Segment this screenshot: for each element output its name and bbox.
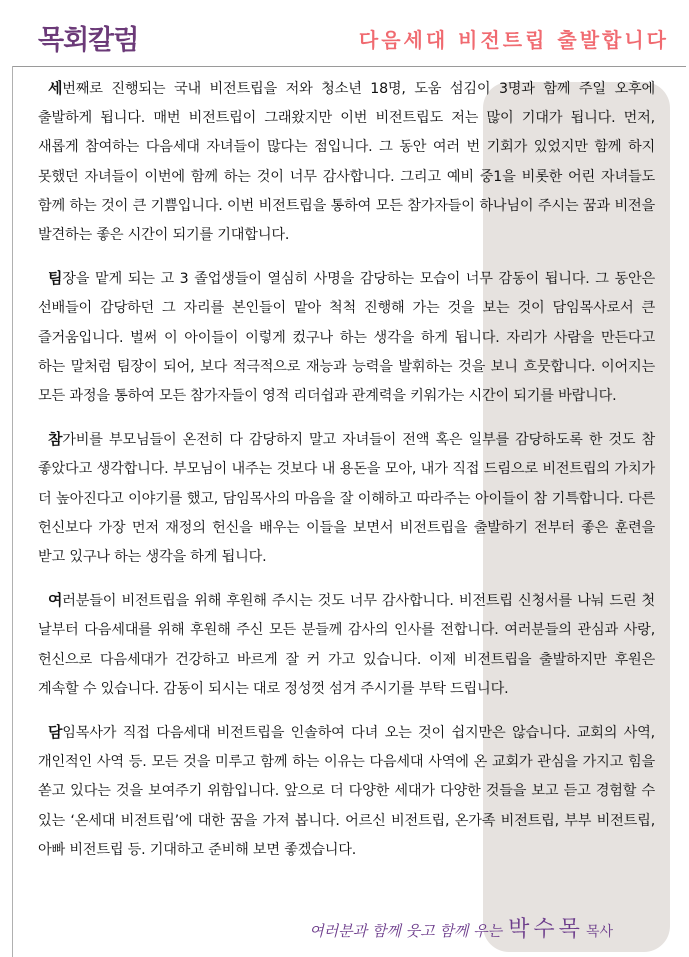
author-signature [309,912,613,943]
left-border-line [12,66,13,957]
paragraph-initial: 팀 [48,269,63,288]
paragraph-initial: 참 [48,430,63,449]
paragraph-initial: 세 [48,79,63,97]
paragraph-initial: 여 [48,591,63,610]
signature-motto: 여러분과 함께 웃고 함께 우는 [309,922,503,940]
column-header [0,0,689,68]
paragraph-initial: 담 [48,723,63,742]
author-title: 목사 [585,924,613,940]
paragraph-text: 가비를 부모님들이 온전히 다 감당하지 말고 자녀들이 전액 혹은 일부를 감당하도록 한 것도 참 좋았다고 생각합니다. 부모님이 내주는 것보다 내 용돈을 모아, 내가 직접 드림으로 비전트립의 가치가 더 높아진다고 이야기를 했고, 담임목사의 마음을 잘 이해하고 따라주는 아이들이 참 기특합니다. 다른 헌신보다 가장 먼저 재정의 헌신을 배우는 이들을 보면서 비전트립을 출발하기 전부터 좋은 훈련을 받고 있구나 하는 생각을 하게 됩니다. [38,432,655,566]
paragraph [38,74,655,250]
paragraph [38,586,655,704]
paragraph-text: 장을 맡게 되는 고 3 졸업생들이 열심히 사명을 감당하는 모습이 너무 감동이 됩니다. 그 동안은 선배들이 감당하던 그 자리를 본인들이 맡아 척척 진행해 가는 것을 보는 것이 담임목사로서 큰 즐거움입니다. 벌써 이 아이들이 이렇게 컸구나 하는 생각을 하게 됩니다. 자리가 사람을 만든다고 하는 말처럼 팀장이 되어, 보다 적극적으로 재능과 능력을 발휘하는 것을 보니 흐뭇합니다. 이어지는 모든 과정을 통하여 모든 참가자들이 영적 리더쉽과 관계력을 키워가는 시간이 되기를 바랍니다. [38,271,655,405]
column-title: 다음세대 비전트립 출발합니다 [358,28,669,52]
paragraph [38,425,655,572]
paragraph-text: 러분들이 비전트립을 위해 후원해 주시는 것도 너무 감사합니다. 비전트립 신청서를 나눠 드린 첫 날부터 다음세대를 위해 후원해 주신 모든 분들께 감사의 인사를 전합니다. 여러분들의 관심과 사랑, 헌신으로 다음세대가 건강하고 바르게 잘 커 가고 있습니다. 이제 비전트립을 출발하지만 후원은 계속할 수 있습니다. 감동이 되시는 대로 정성껏 섬겨 주시기를 부탁 드립니다. [38,593,655,697]
header-divider [12,66,686,67]
paragraph-text: 임목사가 직접 다음세대 비전트립을 인솔하여 다녀 오는 것이 쉽지만은 않습니다. 교회의 사역, 개인적인 사역 등. 모든 것을 미루고 함께 하는 이유는 다음세대 사역에 온 교회가 관심을 가지고 힘을 쏟고 있다는 것을 보여주기 위함입니다. 앞으로 더 다양한 세대가 다양한 것들을 보고 듣고 경험할 수 있는 ‘온세대 비전트립’에 대한 꿈을 가져 봅니다. 어르신 비전트립, 온가족 비전트립, 부부 비전트립, 아빠 비전트립 등. 기대하고 준비해 보면 좋겠습니다. [38,725,655,858]
paragraph-text: 번째로 진행되는 국내 비전트립을 저와 청소년 18명, 도움 섬김이 3명과 함께 주일 오후에 출발하게 됩니다. 매번 비전트립이 그래왔지만 이번 비전트립도 저는 많이 기대가 됩니다. 먼저, 새롭게 참여하는 다음세대 자녀들이 많다는 점입니다. 그 동안 여러 번 기회가 있었지만 함께 하지 못했던 자녀들이 이번에 함께 하는 것이 너무 감사합니다. 그리고 예비 중1을 비롯한 어린 자녀들도 함께 하는 것이 큰 기쁨입니다. 이번 비전트립을 통하여 모든 참가자들이 하나님이 주시는 꿈과 비전을 발견하는 좋은 시간이 되기를 기대합니다. [38,81,655,244]
column-label: 목회칼럼 [38,25,139,56]
paragraph [38,264,655,411]
column-body [38,74,655,879]
author-name: 박수목 [508,917,584,942]
paragraph [38,718,655,865]
